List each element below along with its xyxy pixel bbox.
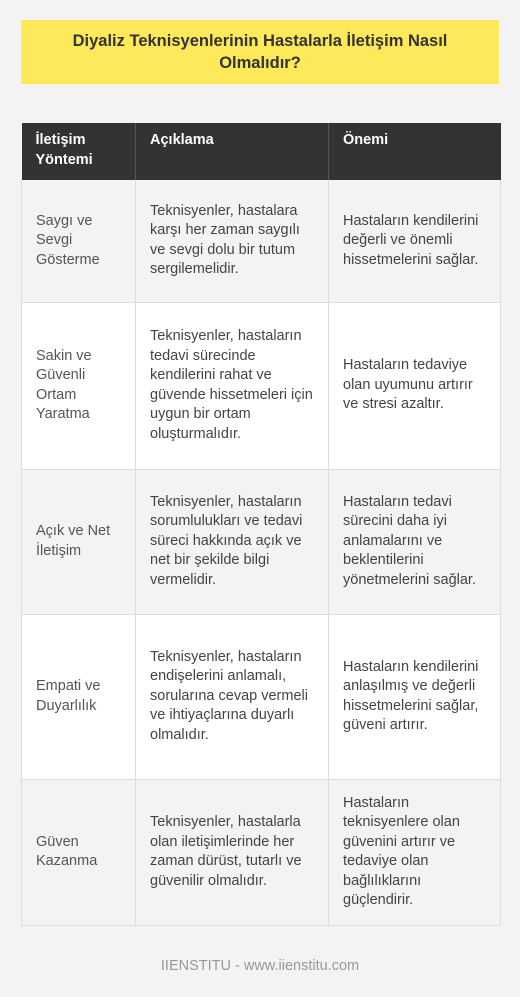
description-cell: Teknisyenler, hastalara karşı her zaman saygılı ve sevgi dolu bir tutum sergilemelidir.	[136, 180, 329, 302]
importance-cell: Hastaların tedaviye olan uyumunu artırır ve stresi azaltır.	[329, 302, 501, 469]
description-cell: Teknisyenler, hastaların endişelerini anlamalı, sorularına cevap vermeli ve ihtiyaçlarına duyarlı olmalıdır.	[136, 614, 329, 779]
importance-cell: Hastaların kendilerini anlaşılmış ve değerli hissetmelerini sağlar, güveni artırır.	[329, 614, 501, 779]
method-cell: Empati ve Duyarlılık	[22, 614, 136, 779]
table-row	[22, 469, 501, 614]
header-description: Açıklama	[136, 123, 329, 180]
footer-credit: IIENSTITU - www.iienstitu.com	[160, 958, 360, 974]
table-header-row	[22, 123, 501, 180]
importance-cell: Hastaların tedavi sürecini daha iyi anlamalarını ve beklentilerini yönetmelerini sağlar.	[329, 469, 501, 614]
description-cell: Teknisyenler, hastaların sorumlulukları ve tedavi süreci hakkında açık ve net bir şekilde bilgi vermelidir.	[136, 469, 329, 614]
table-row	[22, 779, 501, 925]
page-title: Diyaliz Teknisyenlerinin Hastalarla İletişim Nasıl Olmalıdır?	[21, 20, 499, 84]
description-cell: Teknisyenler, hastalarla olan iletişimlerinde her zaman dürüst, tutarlı ve güvenilir olmalıdır.	[136, 779, 329, 925]
method-cell: Açık ve Net İletişim	[22, 469, 136, 614]
table-row	[22, 302, 501, 469]
description-cell: Teknisyenler, hastaların tedavi sürecinde kendilerini rahat ve güvende hissetmeleri için uygun bir ortam oluşturmalıdır.	[136, 302, 329, 469]
table-row	[22, 180, 501, 302]
header-method: İletişim Yöntemi	[22, 123, 136, 180]
method-cell: Güven Kazanma	[22, 779, 136, 925]
communication-table	[21, 123, 501, 926]
importance-cell: Hastaların kendilerini değerli ve önemli hissetmelerini sağlar.	[329, 180, 501, 302]
header-importance: Önemi	[329, 123, 501, 180]
table-row	[22, 614, 501, 779]
method-cell: Sakin ve Güvenli Ortam Yaratma	[22, 302, 136, 469]
importance-cell: Hastaların teknisyenlere olan güvenini artırır ve tedaviye olan bağlılıklarını güçlendirir.	[329, 779, 501, 925]
method-cell: Saygı ve Sevgi Gösterme	[22, 180, 136, 302]
